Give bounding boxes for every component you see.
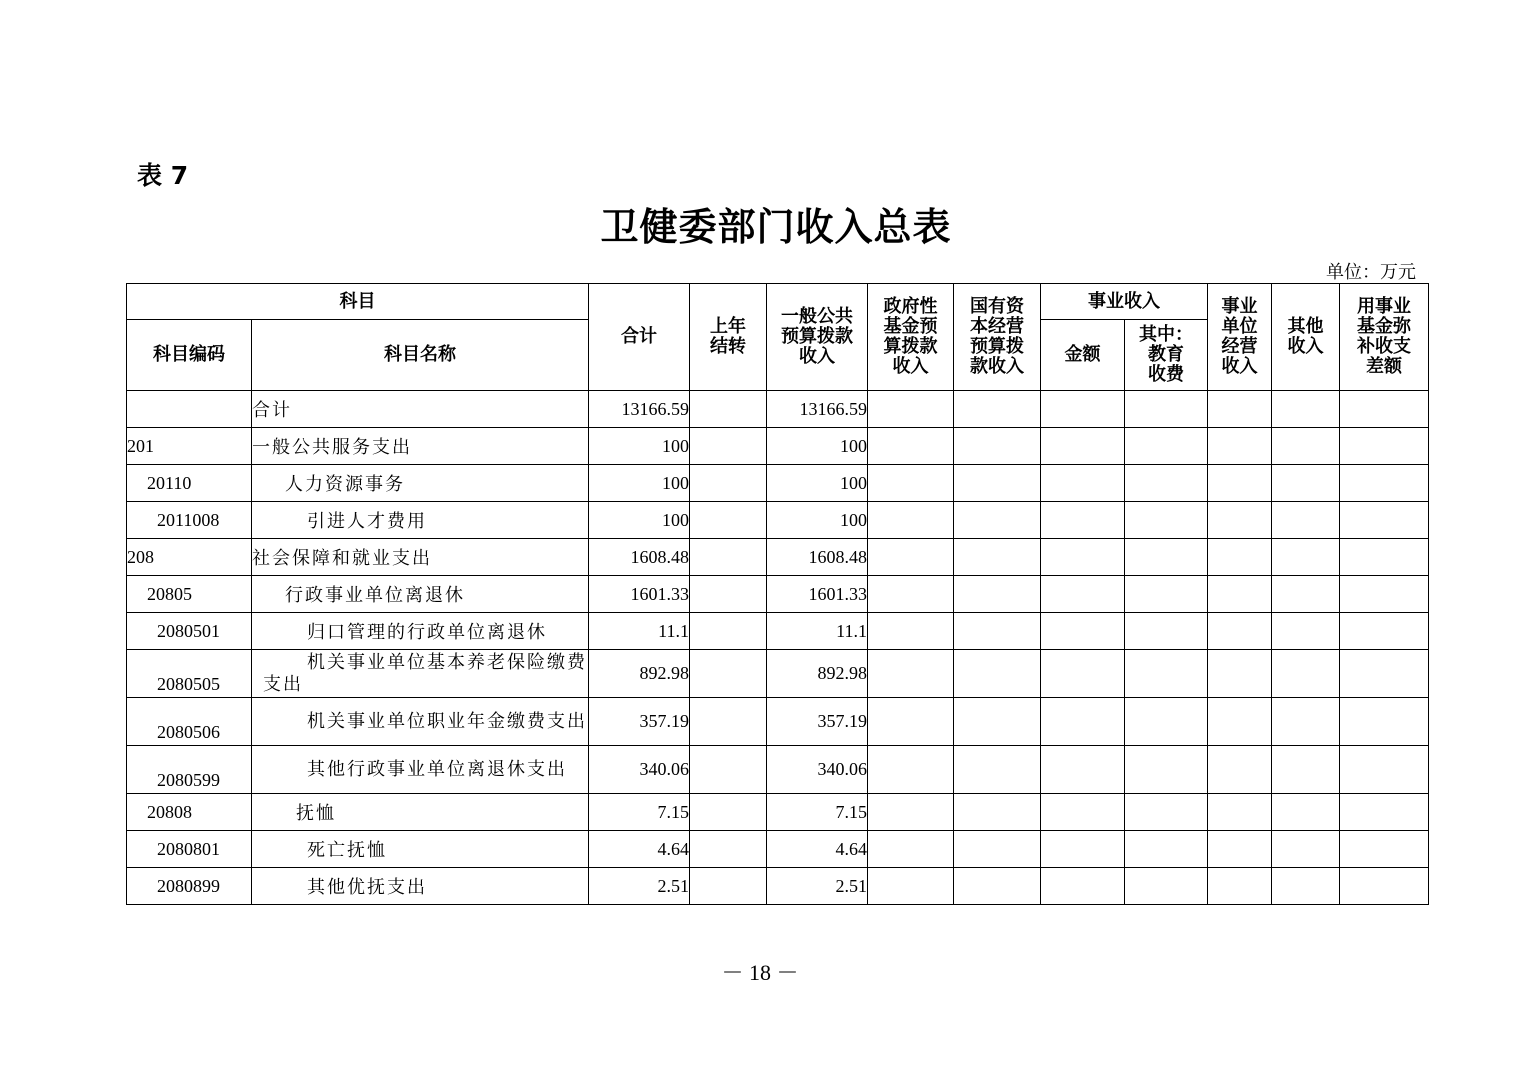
row-total: 892.98 [589,650,690,698]
header-gov-fund: 政府性 基金预 算拨款 收入 [868,284,954,391]
row-general-budget: 7.15 [767,794,868,831]
table-row [127,868,1429,905]
row-carryover [690,831,767,868]
row-carryover [690,428,767,465]
row-name: 人力资源事务 [252,465,589,502]
row-name: 抚恤 [252,794,589,831]
row-code: 20110 [127,465,252,502]
row-carryover [690,465,767,502]
table-row [127,650,1429,698]
header-total: 合计 [589,284,690,391]
header-business-income: 事业收入 [1041,284,1208,320]
row-total: 11.1 [589,613,690,650]
row-general-budget: 340.06 [767,746,868,794]
header-amount: 金额 [1041,320,1125,391]
row-name: 死亡抚恤 [252,831,589,868]
row-general-budget: 11.1 [767,613,868,650]
row-carryover [690,502,767,539]
row-name: 引进人才费用 [252,502,589,539]
row-code: 208 [127,539,252,576]
row-general-budget: 100 [767,428,868,465]
row-general-budget: 2.51 [767,868,868,905]
row-total: 100 [589,465,690,502]
row-carryover [690,613,767,650]
page-title: 卫健委部门收入总表 [600,205,952,249]
table-row [127,613,1429,650]
row-total: 100 [589,428,690,465]
table-row [127,831,1429,868]
row-general-budget: 4.64 [767,831,868,868]
row-total: 2.51 [589,868,690,905]
row-code: 2080599 [127,746,252,794]
header-other-income: 其他 收入 [1272,284,1340,391]
row-general-budget: 892.98 [767,650,868,698]
row-code: 20808 [127,794,252,831]
row-total: 1608.48 [589,539,690,576]
header-education-fee: 其中： 教育 收费 [1125,320,1208,391]
row-code: 2080506 [127,698,252,746]
row-carryover [690,794,767,831]
row-carryover [690,698,767,746]
row-total: 340.06 [589,746,690,794]
row-code: 2011008 [127,502,252,539]
row-total: 1601.33 [589,576,690,613]
row-general-budget: 13166.59 [767,391,868,428]
row-name: 行政事业单位离退休 [252,576,589,613]
header-subject: 科目 [127,284,589,320]
row-code [127,391,252,428]
row-name: 其他行政事业单位离退休支出 [252,746,589,794]
row-name: 合计 [252,391,589,428]
table-row [127,576,1429,613]
row-general-budget: 100 [767,502,868,539]
table-row [127,698,1429,746]
table-row [127,502,1429,539]
row-code: 2080899 [127,868,252,905]
table-row [127,539,1429,576]
row-total: 357.19 [589,698,690,746]
row-name: 一般公共服务支出 [252,428,589,465]
page-number: － 18 － [721,960,799,985]
row-code: 201 [127,428,252,465]
row-code: 20805 [127,576,252,613]
row-general-budget: 1601.33 [767,576,868,613]
table-number-label: 表 7 [137,161,189,190]
header-fund-balance: 用事业 基金弥 补收支 差额 [1340,284,1429,391]
row-carryover [690,539,767,576]
header-state-capital: 国有资 本经营 预算拨 款收入 [954,284,1041,391]
row-total: 100 [589,502,690,539]
row-general-budget: 100 [767,465,868,502]
header-general-budget: 一般公共 预算拨款 收入 [767,284,868,391]
row-code: 2080501 [127,613,252,650]
row-name: 其他优抚支出 [252,868,589,905]
row-name: 机关事业单位职业年金缴费支出 [252,698,589,746]
row-carryover [690,746,767,794]
row-carryover [690,650,767,698]
row-name: 社会保障和就业支出 [252,539,589,576]
row-carryover [690,391,767,428]
table-row [127,465,1429,502]
row-total: 13166.59 [589,391,690,428]
table-row [127,794,1429,831]
table-row [127,391,1429,428]
row-code: 2080505 [127,650,252,698]
row-carryover [690,576,767,613]
header-subject-name: 科目名称 [252,320,589,391]
header-subject-code: 科目编码 [127,320,252,391]
row-general-budget: 1608.48 [767,539,868,576]
row-total: 4.64 [589,831,690,868]
row-total: 7.15 [589,794,690,831]
row-carryover [690,868,767,905]
row-name: 归口管理的行政单位离退休 [252,613,589,650]
unit-label: 单位：万元 [1326,262,1416,283]
income-summary-table [126,283,1429,905]
header-carryover: 上年 结转 [690,284,767,391]
row-general-budget: 357.19 [767,698,868,746]
table-row [127,428,1429,465]
header-unit-operating: 事业 单位 经营 收入 [1208,284,1272,391]
table-row [127,746,1429,794]
row-name: 机关事业单位基本养老保险缴费支出 [252,650,589,698]
row-code: 2080801 [127,831,252,868]
